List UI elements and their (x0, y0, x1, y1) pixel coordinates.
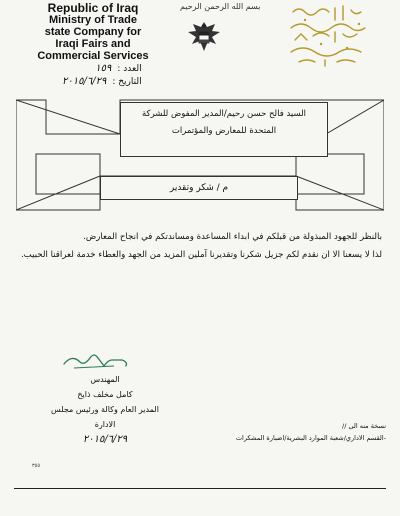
addressee-box (120, 102, 328, 157)
basmala-text: بسم الله الرحمن الرحيم (180, 2, 261, 11)
iraq-emblem-icon (185, 18, 223, 56)
footer-code: ٣٥٥ (32, 463, 41, 469)
signer-name: كامل مخلف ذايخ (77, 390, 133, 399)
body-paragraph-2: لذا لا يسعنا الا ان نقدم لكم جزيل شكرنا وتقديرنا آملين المزيد من الجهد والعطاء خدمة لعراقنا الحبيب. (20, 249, 382, 260)
addressee-line-2: المتحدة للمعارض والمؤتمرات (171, 126, 277, 136)
addressee-line-1: السيد فالح حسن رحيم/المدير المفوض للشركة (141, 109, 307, 119)
header-line-5: Commercial Services (37, 50, 149, 62)
date-row (62, 75, 142, 88)
number-value: ١٥٩ (95, 63, 112, 74)
header-english (18, 2, 168, 62)
body-paragraph-1: بالنظر للجهود المبذولة من قبلكم في ابداء المساعدة ومساندتكم في انجاح المعارض. (83, 232, 382, 242)
date-value: ٢٠١٥/٦/٢٩ (62, 76, 107, 87)
signer-title: المهندس (90, 375, 120, 384)
reference-block (62, 62, 142, 88)
date-label: التاريخ : (112, 76, 142, 87)
header-line-3: state Company for (44, 26, 142, 38)
header-line-1: Republic of Iraq (47, 1, 139, 15)
copy-to-line: -القسم الاداري/شعبة الموارد البشرية/اضبارة المشكرات (235, 434, 386, 442)
copy-to-block (14, 420, 386, 444)
header-line-2: Ministry of Trade (48, 14, 138, 26)
letter-body (20, 230, 382, 265)
header-line-4: Iraqi Fairs and (55, 38, 131, 50)
number-row (62, 62, 142, 75)
subject-box: م / شكر وتقدير (100, 176, 298, 200)
footer-divider (14, 488, 386, 489)
number-label: العدد : (117, 63, 142, 74)
copy-to-heading: نسخة منه الى // (342, 422, 386, 430)
company-calligraphy-logo-icon (285, 2, 375, 68)
signer-position: المدير العام وكالة ورئيس مجلس الادارة (51, 405, 159, 429)
signer-date: ٢٠١٥/٦/٢٩ (82, 434, 128, 445)
